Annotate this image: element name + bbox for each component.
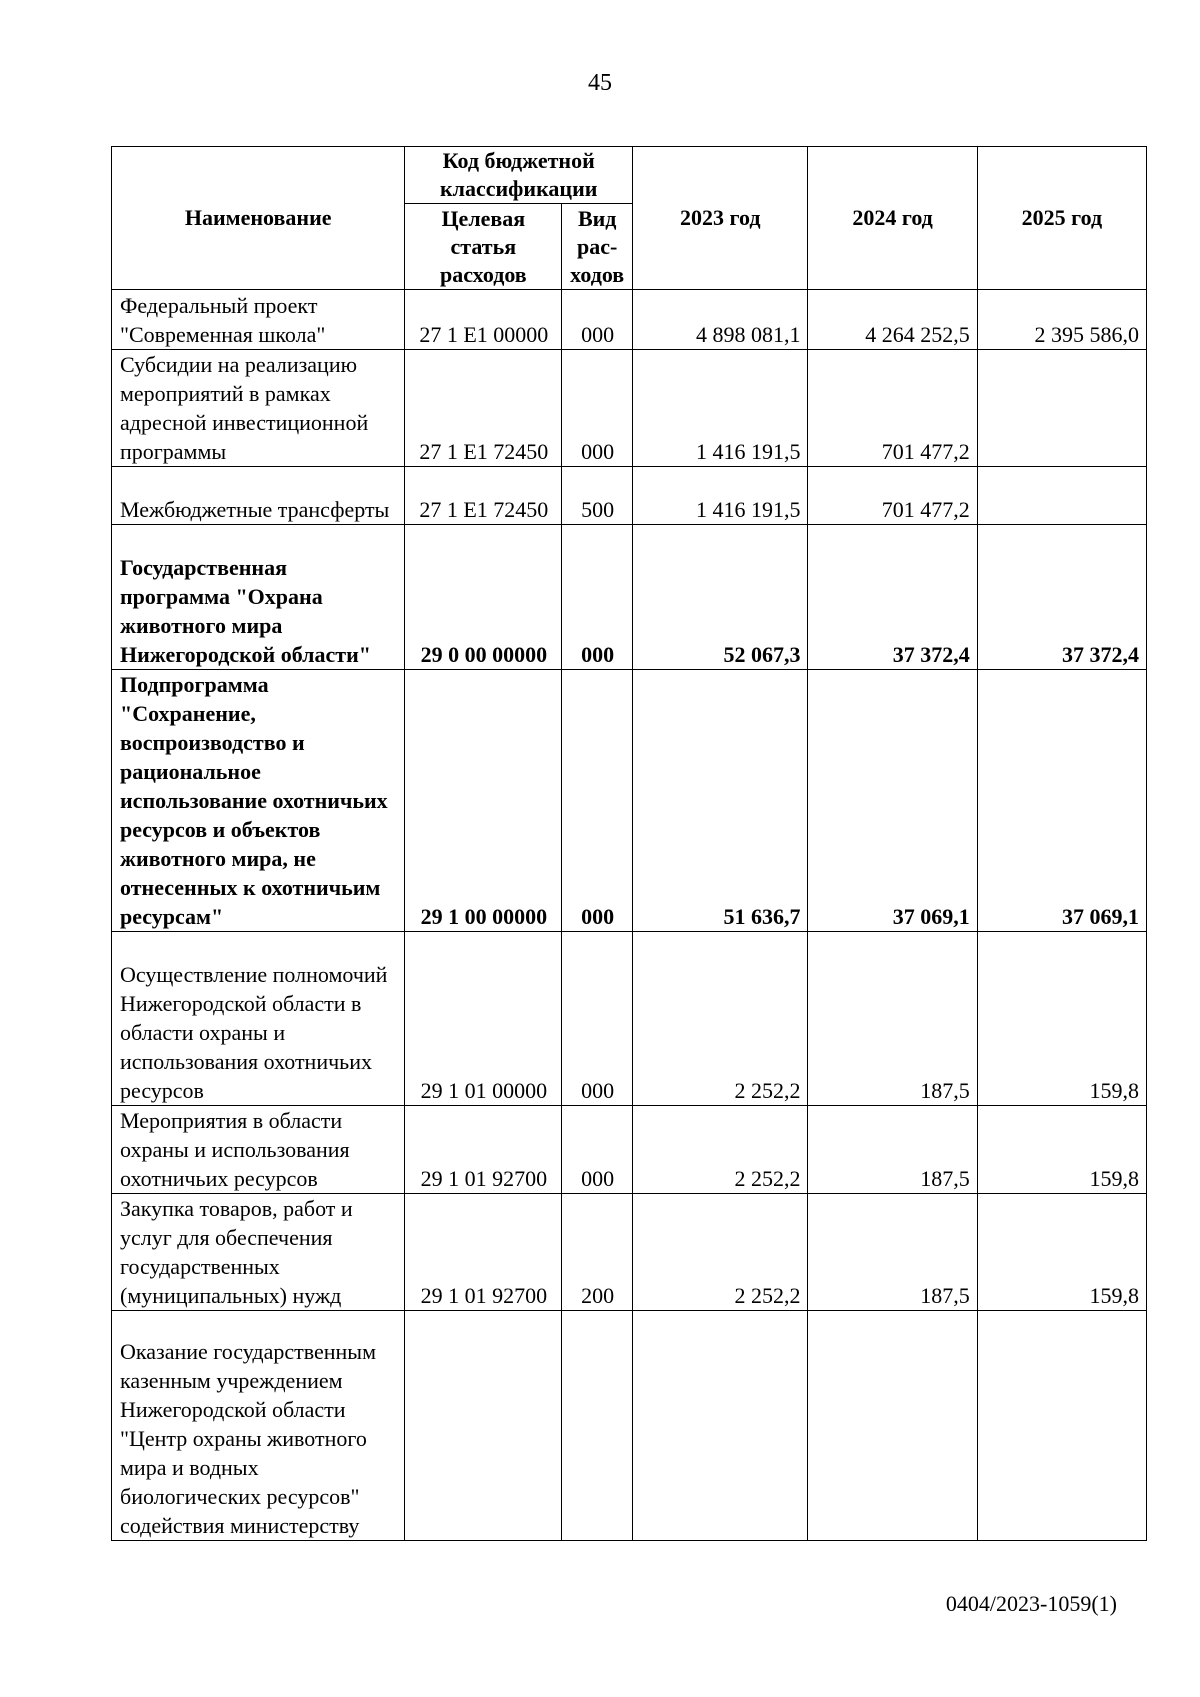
row-name: Субсидии на реализацию мероприятий в рамках адресной инвестиционной программы (112, 350, 405, 467)
header-name: Наименование (112, 147, 405, 290)
table-row (112, 670, 1147, 932)
row-name: Федеральный проект "Современная школа" (112, 290, 405, 350)
row-target-article: 29 1 01 92700 (405, 1194, 562, 1311)
row-value-2023 (633, 1311, 808, 1541)
table-row (112, 467, 1147, 525)
row-value-2024: 701 477,2 (808, 350, 977, 467)
row-value-2023: 52 067,3 (633, 525, 808, 670)
row-value-2024: 4 264 252,5 (808, 290, 977, 350)
row-value-2024 (808, 1311, 977, 1541)
header-code-group: Код бюджетной классификации (405, 147, 633, 204)
row-name: Государственная программа "Охрана животного мира Нижегородской области" (112, 525, 405, 670)
row-target-article: 27 1 E1 00000 (405, 290, 562, 350)
row-expense-type: 000 (562, 350, 633, 467)
row-expense-type: 000 (562, 932, 633, 1106)
row-name: Осуществление полномочий Нижегородской области в области охраны и использования охотничьих ресурсов (112, 932, 405, 1106)
row-value-2025 (977, 1311, 1146, 1541)
document-code: 0404/2023-1059(1) (945, 1591, 1117, 1616)
header-year-2025: 2025 год (977, 147, 1146, 290)
row-expense-type (562, 1311, 633, 1541)
row-target-article: 29 1 00 00000 (405, 670, 562, 932)
row-value-2025: 2 395 586,0 (977, 290, 1146, 350)
row-value-2023: 1 416 191,5 (633, 467, 808, 525)
header-year-2024: 2024 год (808, 147, 977, 290)
row-value-2025 (977, 467, 1146, 525)
row-name: Межбюджетные трансферты (112, 467, 405, 525)
row-target-article: 29 1 01 92700 (405, 1106, 562, 1194)
header-expense-type: Вид рас-ходов (562, 204, 633, 290)
row-value-2024: 187,5 (808, 1194, 977, 1311)
row-name: Подпрограмма "Сохранение, воспроизводство и рациональное использование охотничьих ресурсов и объектов животного мира, не отнесенных к охотничьим ресурсам" (112, 670, 405, 932)
page-number: 45 (588, 70, 612, 96)
row-target-article: 29 1 01 00000 (405, 932, 562, 1106)
row-expense-type: 000 (562, 1106, 633, 1194)
row-target-article: 29 0 00 00000 (405, 525, 562, 670)
row-value-2024: 701 477,2 (808, 467, 977, 525)
row-value-2025: 37 372,4 (977, 525, 1146, 670)
row-value-2023: 1 416 191,5 (633, 350, 808, 467)
row-value-2025 (977, 350, 1146, 467)
table-row (112, 1106, 1147, 1194)
table-row (112, 932, 1147, 1106)
row-value-2025: 159,8 (977, 932, 1146, 1106)
table-row (112, 1194, 1147, 1311)
row-value-2025: 159,8 (977, 1106, 1146, 1194)
row-value-2024: 37 069,1 (808, 670, 977, 932)
row-value-2023: 2 252,2 (633, 932, 808, 1106)
row-name: Оказание государственным казенным учреждением Нижегородской области "Центр охраны животного мира и водных биологических ресурсов" содействия министерству (112, 1311, 405, 1541)
row-expense-type: 500 (562, 467, 633, 525)
row-value-2023: 2 252,2 (633, 1194, 808, 1311)
table-row (112, 350, 1147, 467)
row-value-2024: 37 372,4 (808, 525, 977, 670)
row-target-article (405, 1311, 562, 1541)
table-row (112, 290, 1147, 350)
row-name: Закупка товаров, работ и услуг для обеспечения государственных (муниципальных) нужд (112, 1194, 405, 1311)
row-expense-type: 200 (562, 1194, 633, 1311)
header-target-article: Целевая статья расходов (405, 204, 562, 290)
table-row (112, 525, 1147, 670)
row-value-2024: 187,5 (808, 932, 977, 1106)
row-target-article: 27 1 E1 72450 (405, 467, 562, 525)
row-target-article: 27 1 E1 72450 (405, 350, 562, 467)
row-value-2025: 37 069,1 (977, 670, 1146, 932)
row-expense-type: 000 (562, 525, 633, 670)
row-value-2024: 187,5 (808, 1106, 977, 1194)
row-expense-type: 000 (562, 670, 633, 932)
row-expense-type: 000 (562, 290, 633, 350)
header-year-2023: 2023 год (633, 147, 808, 290)
row-value-2023: 4 898 081,1 (633, 290, 808, 350)
row-name: Мероприятия в области охраны и использования охотничьих ресурсов (112, 1106, 405, 1194)
budget-table (111, 146, 1147, 1541)
row-value-2023: 51 636,7 (633, 670, 808, 932)
row-value-2025: 159,8 (977, 1194, 1146, 1311)
table-row (112, 1311, 1147, 1541)
row-value-2023: 2 252,2 (633, 1106, 808, 1194)
